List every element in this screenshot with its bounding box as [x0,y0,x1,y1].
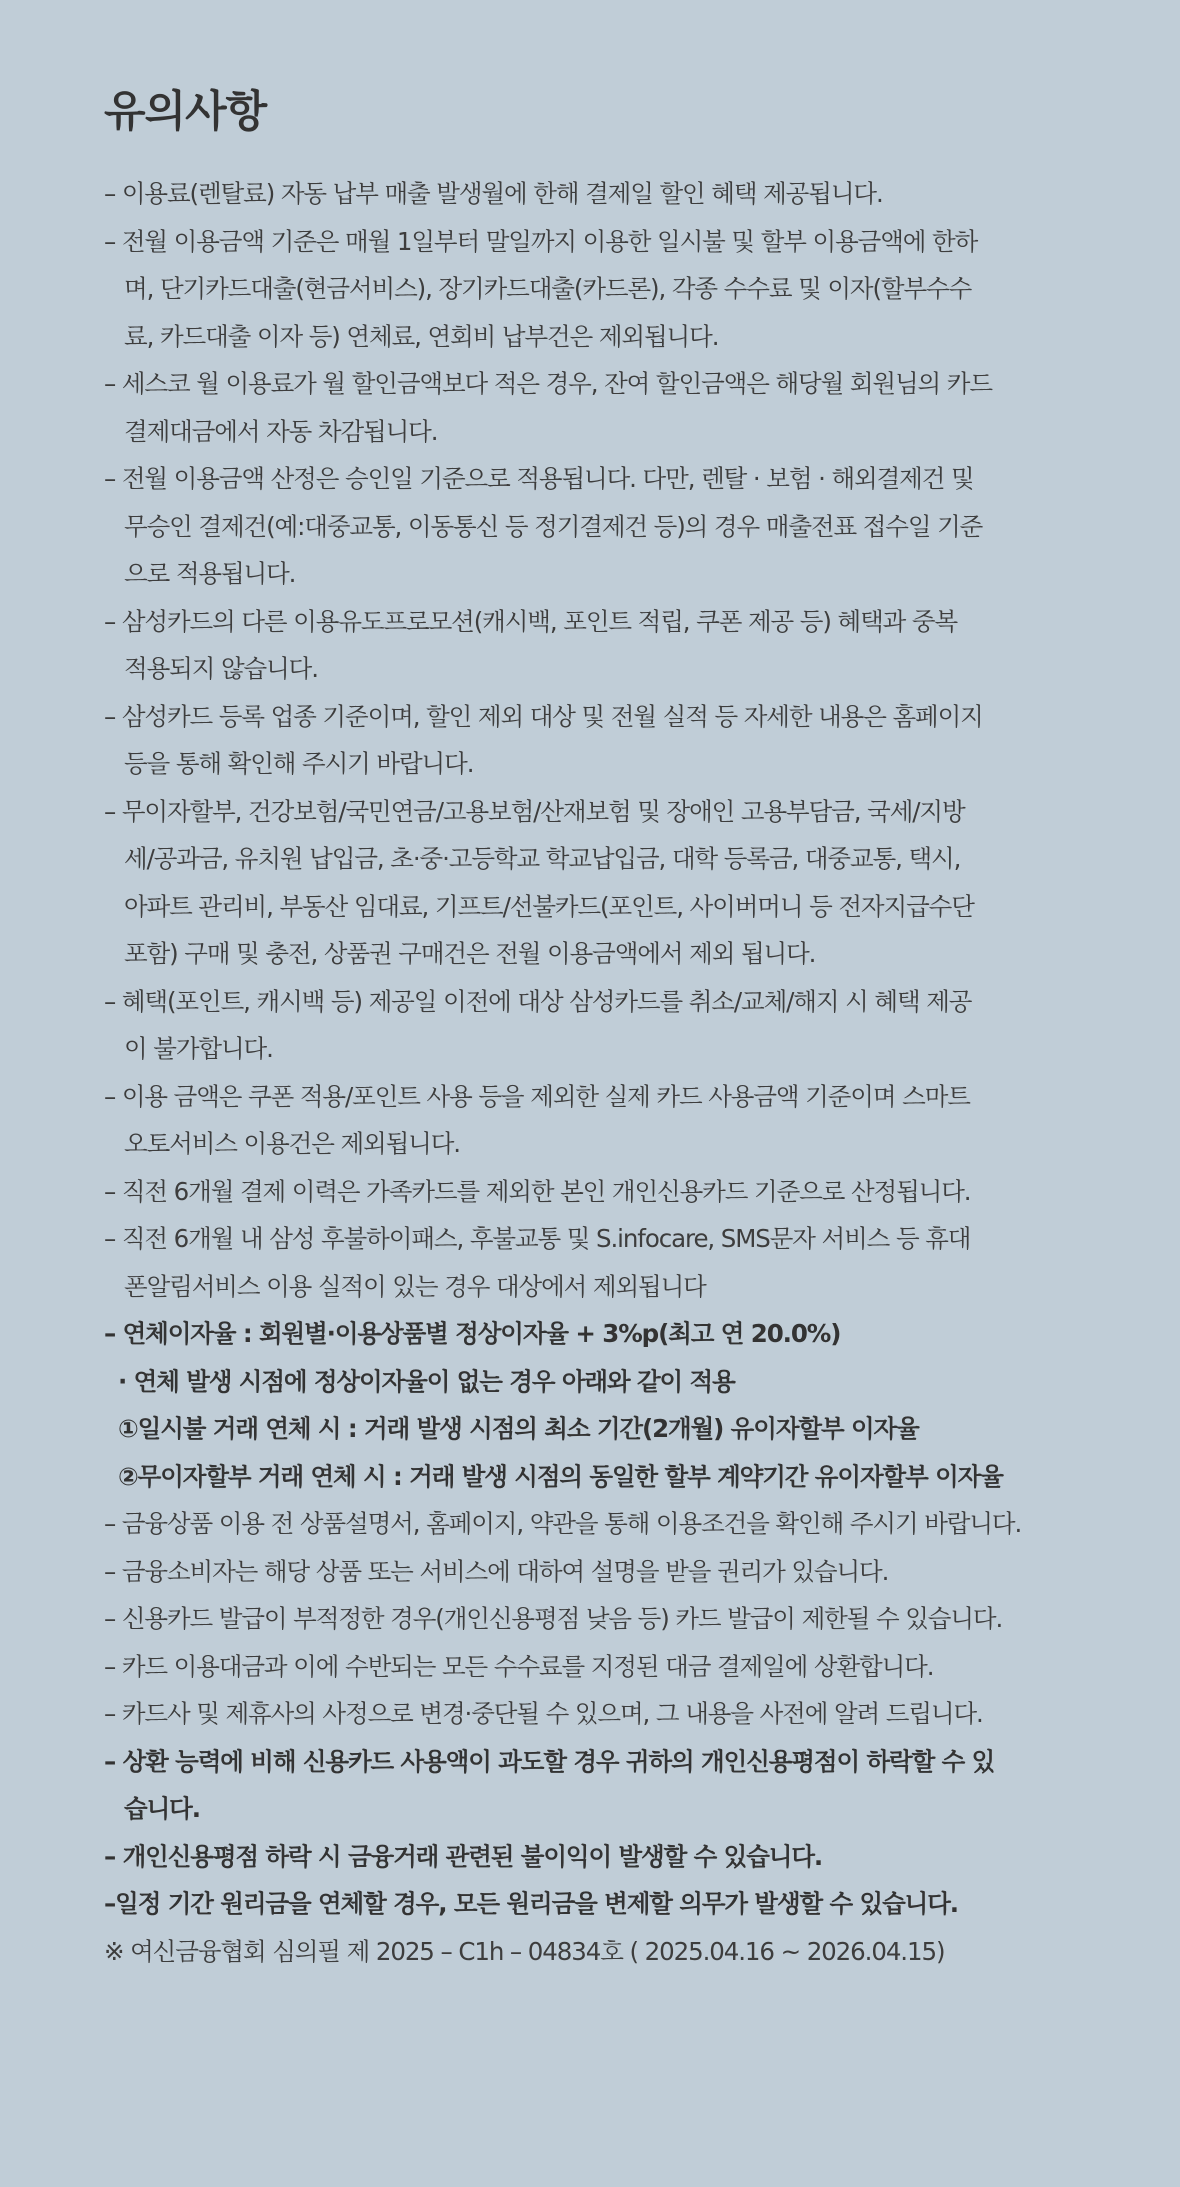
notice-item-line: – 전월 이용금액 산정은 승인일 기준으로 적용됩니다. 다만, 렌탈 · 보험 · 해외결제건 및 [104,464,974,493]
notice-item-line: – 이용 금액은 쿠폰 적용/포인트 사용 등을 제외한 실제 카드 사용금액 기준이며 스마트 [104,1081,970,1111]
notice-item-line: – 카드 이용대금과 이에 수반되는 모든 수수료를 지정된 대금 결제일에 상환합니다. [104,1651,934,1681]
notice-item-line: – 삼성카드의 다른 이용유도프로모션(캐시백, 포인트 적립, 쿠폰 제공 등) 혜택과 중복 [104,606,958,636]
notice-item-line: 세/공과금, 유치원 납입금, 초·중·고등학교 학교납입금, 대학 등록금, 대중교통, 택시, [124,844,961,873]
notice-item-line: 포함) 구매 및 충전, 상품권 구매건은 전월 이용금액에서 제외 됩니다. [124,939,816,968]
notice-item-line: – 금융소비자는 해당 상품 또는 서비스에 대하여 설명을 받을 권리가 있습니다. [104,1556,889,1586]
notice-item-line: – 세스코 월 이용료가 월 할인금액보다 적은 경우, 잔여 할인금액은 해당월 회원님의 카드 [104,369,992,398]
notice-item-line: 습니다. [124,1794,200,1823]
notice-item-line: 오토서비스 이용건은 제외됩니다. [124,1129,461,1158]
notice-item-line: – 삼성카드 등록 업종 기준이며, 할인 제외 대상 및 전월 실적 등 자세한 내용은 홈페이지 [104,701,983,731]
notice-item-line: – 상환 능력에 비해 신용카드 사용액이 과도할 경우 귀하의 개인신용평점이 하락할 수 있 [104,1746,995,1776]
notice-item [104,455,1164,598]
notice-item-line: 아파트 관리비, 부동산 임대료, 기프트/선불카드(포인트, 사이버머니 등 전자지급수단 [124,891,974,921]
notice-item [104,1738,1164,1833]
notice-item [104,218,1164,361]
notice-item-line: 며, 단기카드대출(현금서비스), 장기카드대출(카드론), 각종 수수료 및 이자(할부수수 [124,274,972,303]
notice-item-line: ②무이자할부 거래 연체 시 : 거래 발생 시점의 동일한 할부 계약기간 유이자할부 이자율 [118,1461,1003,1491]
notice-item-line: 결제대금에서 자동 차감됩니다. [124,416,438,446]
notice-item-line: 료, 카드대출 이자 등) 연체료, 연회비 납부건은 제외됩니다. [124,321,719,351]
notice-item [104,1168,1164,1216]
notice-item [104,360,1164,455]
notice-item [104,1073,1164,1168]
notice-item-line: – 이용료(렌탈료) 자동 납부 매출 발생월에 한해 결제일 할인 혜택 제공됩니다. [104,179,883,208]
notice-item-line: – 연체이자율 : 회원별·이용상품별 정상이자율 + 3%p(최고 연 20.0%) [104,1319,841,1348]
notice-list [104,170,1164,1928]
notice-item [104,1880,1164,1928]
notice-item [104,1215,1164,1310]
notice-item [104,978,1164,1073]
notice-item [104,1643,1164,1691]
notice-item-line: 등을 통해 확인해 주시기 바랍니다. [124,749,474,778]
notice-item [104,693,1164,788]
notice-item [104,1310,1164,1358]
notice-item-line: – 직전 6개월 내 삼성 후불하이패스, 후불교통 및 S.infocare, SMS문자 서비스 등 휴대 [104,1224,971,1253]
notice-title: 유의사항 [104,87,267,137]
notice-item-line: ①일시불 거래 연체 시 : 거래 발생 시점의 최소 기간(2개월) 유이자할부 이자율 [118,1414,919,1443]
notice-item-line: – 개인신용평점 하락 시 금융거래 관련된 불이익이 발생할 수 있습니다. [104,1841,823,1871]
notice-item-line: – 금융상품 이용 전 상품설명서, 홈페이지, 약관을 통해 이용조건을 확인해 주시기 바랍니다. [104,1509,1022,1538]
notice-item [104,1500,1164,1548]
notice-item-line: – 무이자할부, 건강보험/국민연금/고용보험/산재보험 및 장애인 고용부담금, 국세/지방 [104,796,965,826]
notice-item-line: 으로 적용됩니다. [124,559,296,588]
notice-item-line: – 혜택(포인트, 캐시백 등) 제공일 이전에 대상 삼성카드를 취소/교체/해지 시 혜택 제공 [104,986,972,1016]
notice-item [104,1595,1164,1643]
notice-section [104,82,1164,1975]
notice-item [104,1358,1164,1406]
notice-item-line: – 전월 이용금액 기준은 매월 1일부터 말일까지 이용한 일시불 및 할부 이용금액에 한하 [104,226,978,256]
notice-item [104,788,1164,978]
notice-item [104,1690,1164,1738]
approval-number: ※ 여신금융협회 심의필 제 2025 – C1h – 04834호 ( 2025.04.16 ~ 2026.04.15) [104,1936,945,1966]
notice-item [104,1833,1164,1881]
notice-item-line: – 신용카드 발급이 부적정한 경우(개인신용평점 낮음 등) 카드 발급이 제한될 수 있습니다. [104,1604,1003,1633]
notice-item-line: – 카드사 및 제휴사의 사정으로 변경·중단될 수 있으며, 그 내용을 사전에 알려 드립니다. [104,1699,983,1728]
notice-item-line: 적용되지 않습니다. [124,654,318,683]
notice-item [104,598,1164,693]
notice-item-line: 이 불가합니다. [124,1034,273,1063]
notice-item [104,1548,1164,1596]
notice-item [104,1405,1164,1453]
notice-item-line: –일정 기간 원리금을 연체할 경우, 모든 원리금을 변제할 의무가 발생할 수 있습니다. [104,1889,958,1918]
notice-item-line: – 직전 6개월 결제 이력은 가족카드를 제외한 본인 개인신용카드 기준으로 산정됩니다. [104,1176,971,1206]
notice-item-line: 폰알림서비스 이용 실적이 있는 경우 대상에서 제외됩니다 [124,1271,706,1301]
notice-item-line: 무승인 결제건(예:대중교통, 이동통신 등 정기결제건 등)의 경우 매출전표 접수일 기준 [124,511,983,541]
notice-item [104,170,1164,218]
notice-item [104,1453,1164,1501]
notice-item-line: · 연체 발생 시점에 정상이자율이 없는 경우 아래와 같이 적용 [118,1366,735,1396]
